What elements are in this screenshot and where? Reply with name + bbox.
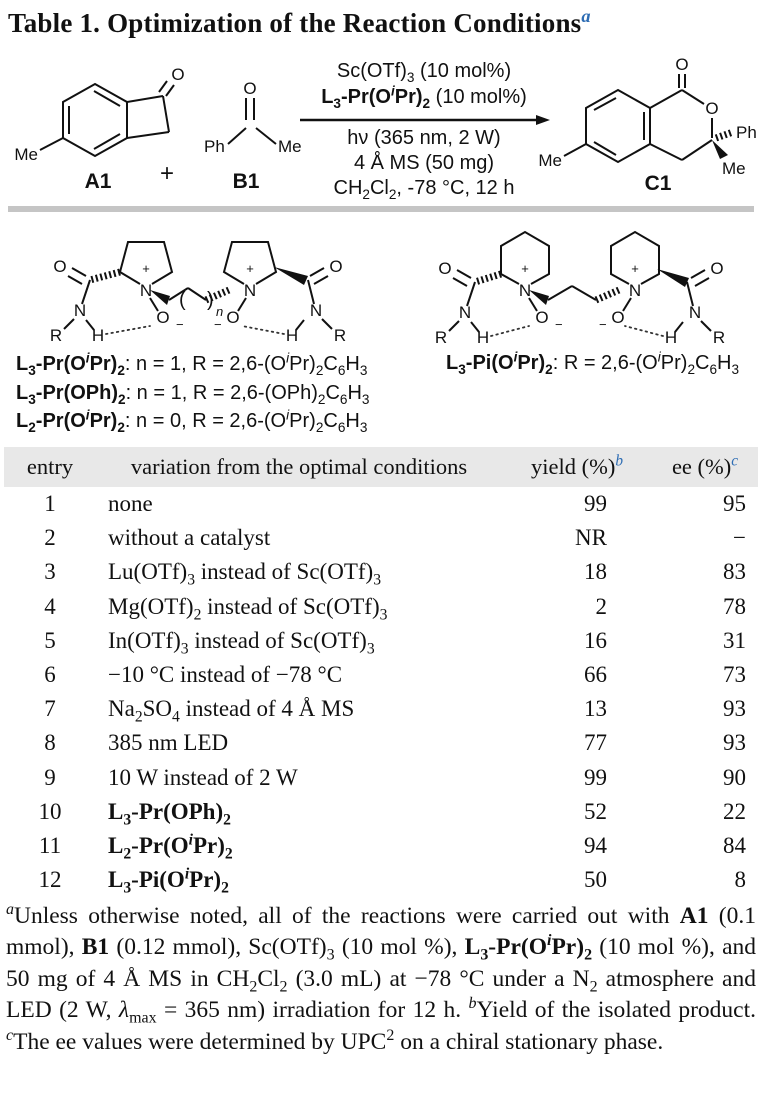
cell-yield: 2 — [595, 593, 607, 619]
cell-yield: 77 — [584, 730, 607, 756]
bracket-close: ) — [207, 289, 214, 311]
cell-variation: $L_3-Pi(O^iPr)_2$ — [108, 865, 229, 897]
charge-plus: + — [246, 261, 254, 276]
cell-variation: $Na_2SO_4$ instead of 4 Å MS — [108, 696, 355, 726]
cell-ee: 78 — [723, 593, 746, 619]
table-row — [4, 555, 758, 589]
atom-label-me: Me — [722, 159, 746, 178]
cell-entry: 6 — [44, 662, 56, 688]
cell-variation: 10 W instead of 2 W — [108, 764, 298, 790]
cell-entry: 1 — [44, 491, 56, 517]
atom-label-o: O — [675, 55, 689, 74]
condition-line: hν (365 nm, 2 W) — [347, 127, 501, 149]
cell-yield: 18 — [584, 559, 607, 585]
table-row — [4, 487, 758, 521]
atom-label-o: O — [329, 257, 343, 276]
table-row — [4, 829, 758, 863]
charge-minus: − — [214, 317, 222, 332]
atom-label-o: O — [611, 308, 625, 327]
atom-label-me: Me — [14, 145, 38, 164]
table-row — [4, 761, 758, 795]
header-ee-text: ee (%) — [671, 454, 732, 479]
title-footnote-ref: a — [581, 6, 591, 26]
header-yield-text: yield (%) — [531, 454, 616, 479]
cell-variation: $L_3-Pr(OPh)_2$ — [108, 798, 231, 829]
atom-label-r: R — [49, 326, 63, 345]
conditions-below-arrow — [288, 126, 560, 201]
atom-label-o: O — [53, 257, 67, 276]
cell-ee: 93 — [723, 696, 746, 722]
cell-entry: 12 — [38, 867, 62, 893]
cell-ee: 22 — [723, 798, 746, 824]
structure-ligand-pi — [415, 216, 739, 346]
atom-label-n: N — [73, 301, 87, 320]
cell-yield: 99 — [584, 491, 607, 517]
cell-entry: 10 — [38, 798, 62, 824]
cell-variation: $In(OTf)_3$ instead of $Sc(OTf)_3$ — [108, 627, 375, 658]
cell-ee: 73 — [723, 662, 746, 688]
header-ee — [652, 454, 758, 480]
cell-entry: 11 — [38, 832, 62, 858]
ligand-definition: $L_3-Pr(OPh)_2$: n = 1, $R = 2,6-(OPh)_2C_6H_3$ — [16, 381, 370, 407]
condition-line: $CH_2Cl_2$, -78 °C, 12 h — [333, 177, 515, 202]
header-yield — [502, 454, 652, 480]
table-row — [4, 692, 758, 726]
table-row — [4, 795, 758, 829]
bracket-open: ( — [179, 289, 186, 311]
table-row — [4, 521, 758, 555]
cell-entry: 7 — [44, 696, 56, 722]
charge-plus: + — [142, 261, 150, 276]
ligand-definition: $L_2-Pr(O^iPr)_2$: n = 0, $R = 2,6-(O^iPr)_2C_6H_3$ — [16, 407, 368, 435]
cell-variation: without a catalyst — [108, 525, 271, 551]
cell-yield: 13 — [584, 696, 607, 722]
atom-label-n: N — [688, 303, 702, 322]
charge-minus: − — [555, 317, 563, 332]
ligand-definition: $L_3-Pr(O^iPr)_2$: n = 1, $R = 2,6-(O^iPr)_2C_6H_3$ — [16, 350, 368, 378]
charge-plus: + — [521, 261, 529, 276]
section-divider — [8, 206, 754, 212]
cell-ee: 84 — [723, 832, 746, 858]
structure-ligand-pr — [36, 216, 360, 346]
cell-variation: −10 °C instead of −78 °C — [108, 662, 343, 688]
atom-label-n: N — [458, 303, 472, 322]
cell-entry: 8 — [44, 730, 56, 756]
cell-ee: 31 — [723, 627, 746, 653]
cell-entry: 9 — [44, 764, 56, 790]
cell-entry: 3 — [44, 559, 56, 585]
table-footnote: $^a$Unless otherwise noted, all of the reactions were carried out with A1 (0.1 mmol), B1 (0.12 mmol), $Sc(OTf)_3$ (10 mol %), $L_3-Pr(O^iPr)_2$ (10 mol %), and 50 mg of 4 Å MS in $CH_2Cl_2$ (3.0 mL) at −78 °C under a $N_2$ atmosphere and LED (2 W, $\lambda_{max} = 365$ nm) irradiation for 12 h. $^b$Yield of the isolated product. $^c$The ee values were determined by UPC$^2$ on a chiral stationary phase. — [6, 901, 757, 1055]
atom-label-ph: Ph — [736, 123, 757, 142]
cell-entry: 5 — [44, 627, 56, 653]
atom-label-o: O — [438, 259, 452, 278]
cell-variation: $Mg(OTf)_2$ instead of $Sc(OTf)_3$ — [108, 593, 388, 624]
cell-yield: NR — [575, 525, 607, 551]
charge-plus: + — [631, 261, 639, 276]
atom-label-h: H — [664, 328, 678, 347]
cell-entry: 4 — [44, 593, 56, 619]
cell-ee: 83 — [723, 559, 746, 585]
atom-label-n: N — [139, 281, 153, 300]
atom-label-o: O — [171, 65, 185, 84]
cell-yield: 16 — [584, 627, 607, 653]
atom-label-h: H — [285, 326, 299, 345]
atom-label-ph: Ph — [204, 137, 225, 156]
cell-yield: 50 — [584, 867, 607, 893]
cell-variation: $Lu(OTf)_3$ instead of $Sc(OTf)_3$ — [108, 559, 382, 590]
table-title-text: Table 1. Optimization of the Reaction Conditions — [8, 8, 582, 38]
atom-label-o: O — [705, 99, 719, 118]
table-row — [4, 863, 758, 897]
cell-yield: 99 — [584, 764, 607, 790]
cell-variation: 385 nm LED — [108, 730, 229, 756]
label-c1: C1 — [644, 172, 672, 195]
atom-label-o: O — [710, 259, 724, 278]
atom-label-r: R — [712, 328, 726, 347]
atom-label-n: N — [309, 301, 323, 320]
atom-label-me: Me — [538, 151, 562, 170]
condition-line: 4 Å MS (50 mg) — [353, 152, 495, 174]
table-row — [4, 590, 758, 624]
table-row — [4, 624, 758, 658]
label-a1: A1 — [84, 170, 112, 193]
ligand-definition-right: $L_3-Pi(O^iPr)_2$: $R = 2,6-(O^iPr)_2C_6H_3$ — [446, 349, 740, 377]
cell-ee: 95 — [723, 491, 746, 517]
table-row — [4, 726, 758, 760]
header-yield-footnote-ref: b — [615, 452, 623, 470]
cell-yield: 66 — [584, 662, 607, 688]
table-row — [4, 658, 758, 692]
cell-ee: 90 — [723, 764, 746, 790]
atom-label-r: R — [333, 326, 347, 345]
cell-variation: $L_2-Pr(O^iPr)_2$ — [108, 831, 233, 863]
table-title — [8, 8, 758, 39]
condition-line: $Sc(OTf)_3$ (10 mol%) — [336, 60, 512, 85]
cell-ee: 8 — [734, 867, 746, 893]
atom-label-o: O — [156, 308, 170, 327]
header-entry: entry — [26, 454, 74, 479]
results-table — [4, 447, 758, 897]
ligand-definitions-left — [16, 350, 369, 436]
plus-sign: + — [160, 160, 175, 187]
atom-label-n: N — [518, 281, 532, 300]
charge-minus: − — [176, 317, 184, 332]
header-variation: variation from the optimal conditions — [130, 454, 468, 479]
condition-line: $L_3-Pr(O^iPr)_2$ (10 mol%) — [321, 83, 527, 111]
atom-label-o: O — [243, 79, 257, 98]
label-b1: B1 — [232, 170, 260, 193]
cell-entry: 2 — [44, 525, 56, 551]
reaction-arrow — [300, 115, 550, 125]
charge-minus: − — [599, 317, 607, 332]
atom-label-h: H — [91, 326, 105, 345]
cell-variation: none — [108, 491, 153, 517]
atom-label-n: N — [628, 281, 642, 300]
atom-label-me: Me — [278, 137, 302, 156]
atom-label-n: N — [243, 281, 257, 300]
atom-label-r: R — [434, 328, 448, 347]
table-header-row — [4, 447, 758, 487]
cell-yield: 52 — [584, 798, 607, 824]
cell-yield: 94 — [584, 832, 607, 858]
cell-ee: − — [733, 525, 746, 551]
conditions-above-arrow — [298, 58, 550, 110]
reaction-scheme — [0, 54, 762, 206]
linker-n-subscript: n — [216, 304, 224, 319]
atom-label-o: O — [535, 308, 549, 327]
atom-label-h: H — [476, 328, 490, 347]
atom-label-o: O — [226, 308, 240, 327]
cell-ee: 93 — [723, 730, 746, 756]
header-ee-footnote-ref: c — [731, 452, 739, 470]
